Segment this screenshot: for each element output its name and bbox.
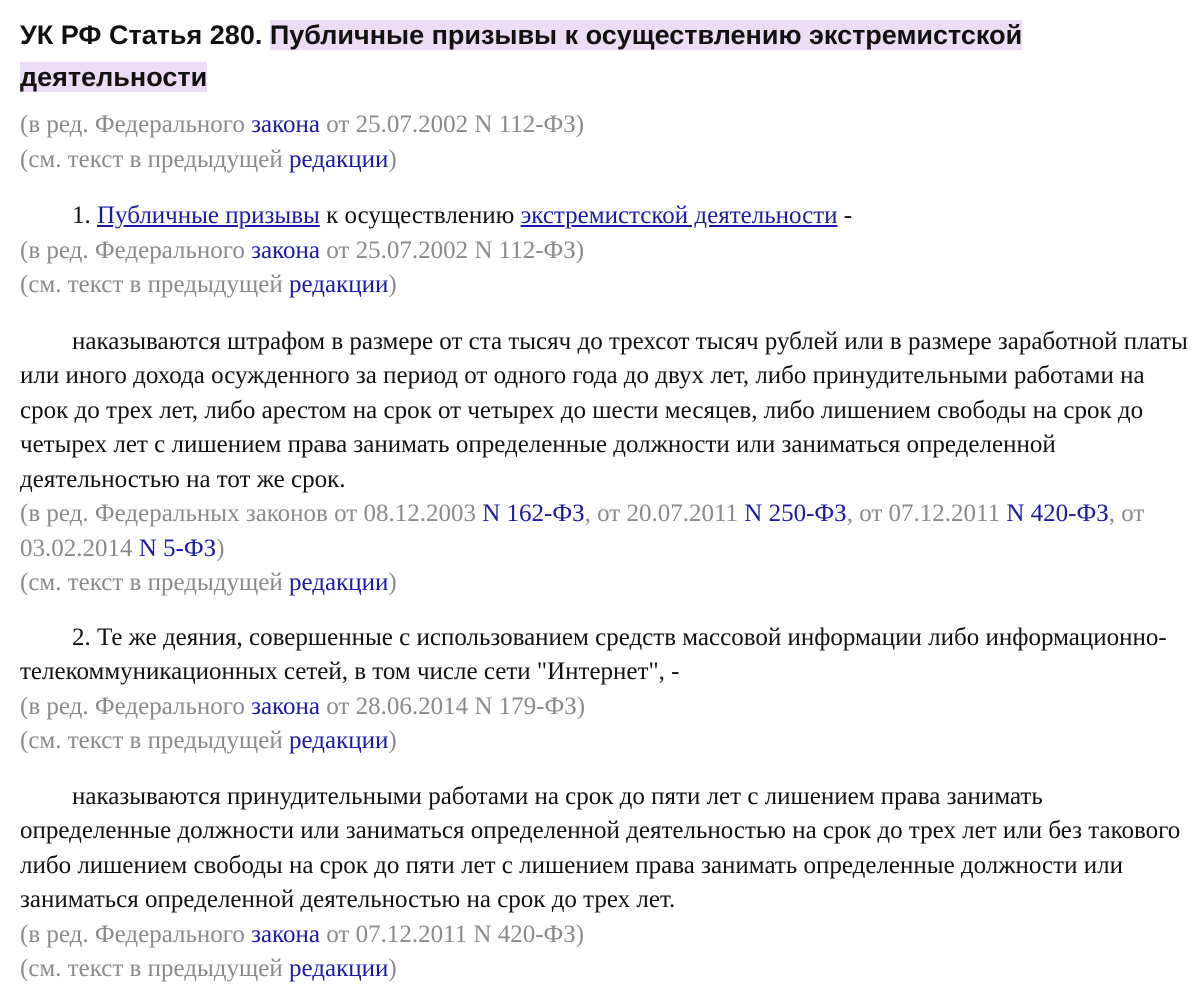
part-2-sanction: наказываются принудительными работами на срок до пяти лет с лишением права занимать определенные должности или заниматься определенной деятельностью на срок до трех лет или без такового либо лишением свободы на срок до пяти лет с лишением права занимать определенные должности или заниматься определенной деятельностью на срок до трех лет. bbox=[20, 782, 1181, 913]
part-1-sanction: наказываются штрафом в размере от ста тысяч до трехсот тысяч рублей или в размере заработной платы или иного дохода осужденного за период от одного года до двух лет, либо принудительными работами на срок до трех лет, либо арестом на срок от четырех до шести месяцев, либо лишением свободы на срок до четырех лет с лишением права занимать определенные должности или заниматься определенной деятельностью на тот же срок. bbox=[20, 327, 1188, 493]
law-link[interactable]: N 5-ФЗ bbox=[138, 534, 217, 562]
law-link[interactable]: закона bbox=[251, 692, 320, 720]
article-page bbox=[20, 14, 1192, 987]
previous-edition-link[interactable]: редакции bbox=[288, 727, 389, 754]
part-1-disposition: 1. Публичные призывы к осуществлению экстремистской деятельности - bbox=[72, 202, 853, 229]
article-title-prefix: УК РФ Статья 280. bbox=[20, 20, 270, 50]
extremist-activity-link[interactable]: экстремистской деятельности bbox=[520, 202, 838, 229]
law-link[interactable]: N 250-ФЗ bbox=[744, 500, 847, 527]
law-link[interactable]: закона bbox=[251, 236, 320, 264]
previous-edition-link[interactable]: редакции bbox=[288, 955, 389, 982]
law-link[interactable]: закона bbox=[251, 920, 320, 948]
edition-note: (в ред. Федерального закона от 07.12.2011 N 420-ФЗ) bbox=[20, 920, 585, 948]
previous-edition-note: (см. текст в предыдущей редакции) bbox=[20, 569, 397, 596]
part-2-disposition: 2. Те же деяния, совершенные с использованием средств массовой информации либо информационно-телекоммуникационных сетей, в том числе сети "Интернет", - bbox=[20, 623, 1167, 685]
law-link[interactable]: N 162-ФЗ bbox=[482, 500, 585, 527]
law-link[interactable]: закона bbox=[251, 111, 320, 138]
law-link[interactable]: N 420-ФЗ bbox=[1006, 500, 1109, 527]
previous-edition-note: (см. текст в предыдущей редакции) bbox=[20, 727, 397, 754]
edition-note: (в ред. Федерального закона от 25.07.2002 N 112-ФЗ) bbox=[20, 111, 585, 138]
previous-edition-note: (см. текст в предыдущей редакции) bbox=[20, 145, 397, 173]
article-title-highlight: Публичные призывы к осуществлению экстремистской деятельности bbox=[20, 20, 1023, 92]
previous-edition-link[interactable]: редакции bbox=[288, 145, 389, 173]
public-calls-link[interactable]: Публичные призывы bbox=[97, 202, 320, 229]
edition-note: (в ред. Федеральных законов от 08.12.2003 N 162-ФЗ, от 20.07.2011 N 250-ФЗ, от 07.12.2011 N 420-ФЗ, от 03.02.2014 N 5-ФЗ) bbox=[20, 500, 1145, 562]
previous-edition-note: (см. текст в предыдущей редакции) bbox=[20, 271, 397, 298]
edition-note: (в ред. Федерального закона от 28.06.2014 N 179-ФЗ) bbox=[20, 692, 586, 720]
previous-edition-link[interactable]: редакции bbox=[288, 569, 389, 596]
previous-edition-link[interactable]: редакции bbox=[288, 271, 389, 298]
article-title bbox=[20, 14, 1192, 98]
previous-edition-note: (см. текст в предыдущей редакции) bbox=[20, 955, 397, 982]
edition-note: (в ред. Федерального закона от 25.07.2002 N 112-ФЗ) bbox=[20, 236, 585, 264]
